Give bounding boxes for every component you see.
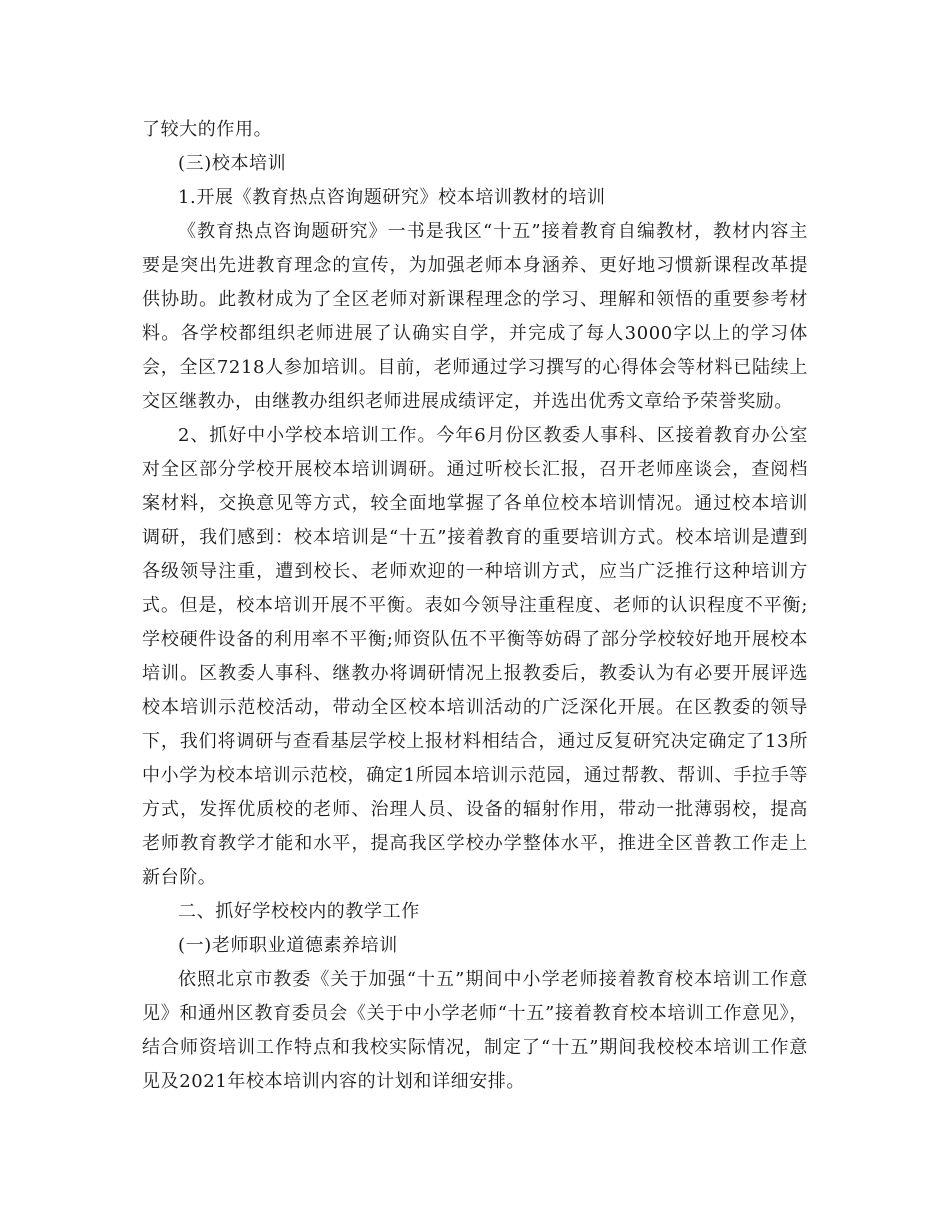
section-heading-school-training: (三)校本培训 xyxy=(178,153,287,174)
paragraph-school-training-work: 2、抓好中小学校本培训工作。今年6月份区教委人事科、区接着教育办公室对全区部分学校开展校本培训调研。通过听校长汇报，召开老师座谈会，查阅档案材料，交换意见等方式，较全面地掌握了各单位校本培训情况。通过校本培训调研，我们感到：校本培训是“十五”接着教育的重要培训方式。校本培训是遭到各级领导注重，遭到校长、老师欢迎的一种培训方式，应当广泛推行这种培训方式。但是，校本培训开展不平衡。表如今领导注重程度、老师的认识程度不平衡;学校硬件设备的利用率不平衡;师资队伍不平衡等妨碍了部分学校较好地开展校本培训。区教委人事科、继教办将调研情况上报教委后，教委认为有必要开展评选校本培训示范校活动，带动全区校本培训活动的广泛深化开展。在区教委的领导下，我们将调研与查看基层学校上报材料相结合，通过反复研究决定确定了13所中小学为校本培训示范校，确定1所园本培训示范园，通过帮教、帮训、手拉手等方式，发挥优质校的老师、治理人员、设备的辐射作用，带动一批薄弱校，提高老师教育教学才能和水平，提高我区学校办学整体水平，推进全区普教工作走上新台阶。 xyxy=(142,425,808,888)
paragraph-textbook-description: 《教育热点咨询题研究》一书是我区“十五”接着教育自编教材，教材内容主要是突出先进教育理念的宣传，为加强老师本身涵养、更好地习惯新课程改革提供协助。此教材成为了全区老师对新课程理念的学习、理解和领悟的重要参考材料。各学校都组织老师进展了认确实自学，并完成了每人3000字以上的学习体会，全区7218人参加培训。目前，老师通过学习撰写的心得体会等材料已陆续上交区继教办，由继教办组织老师进展成绩评定，并选出优秀文章给予荣誉奖励。 xyxy=(142,221,808,412)
subheading-textbook-training: 1.开展《教育热点咨询题研究》校本培训教材的培训 xyxy=(178,187,606,208)
subheading-ethics-training: (一)老师职业道德素养培训 xyxy=(178,935,398,956)
document-page xyxy=(142,113,808,1099)
paragraph-continuation: 了较大的作用。 xyxy=(142,119,273,140)
paragraph-ethics-training: 依照北京市教委《关于加强“十五”期间中小学老师接着教育校本培训工作意见》和通州区教育委员会《关于中小学老师“十五”接着教育校本培训工作意见》，结合师资培训工作特点和我校实际情况，制定了“十五”期间我校校本培训工作意见及2021年校本培训内容的计划和详细安排。 xyxy=(142,969,808,1092)
section-heading-teaching-work: 二、抓好学校校内的教学工作 xyxy=(178,901,420,922)
